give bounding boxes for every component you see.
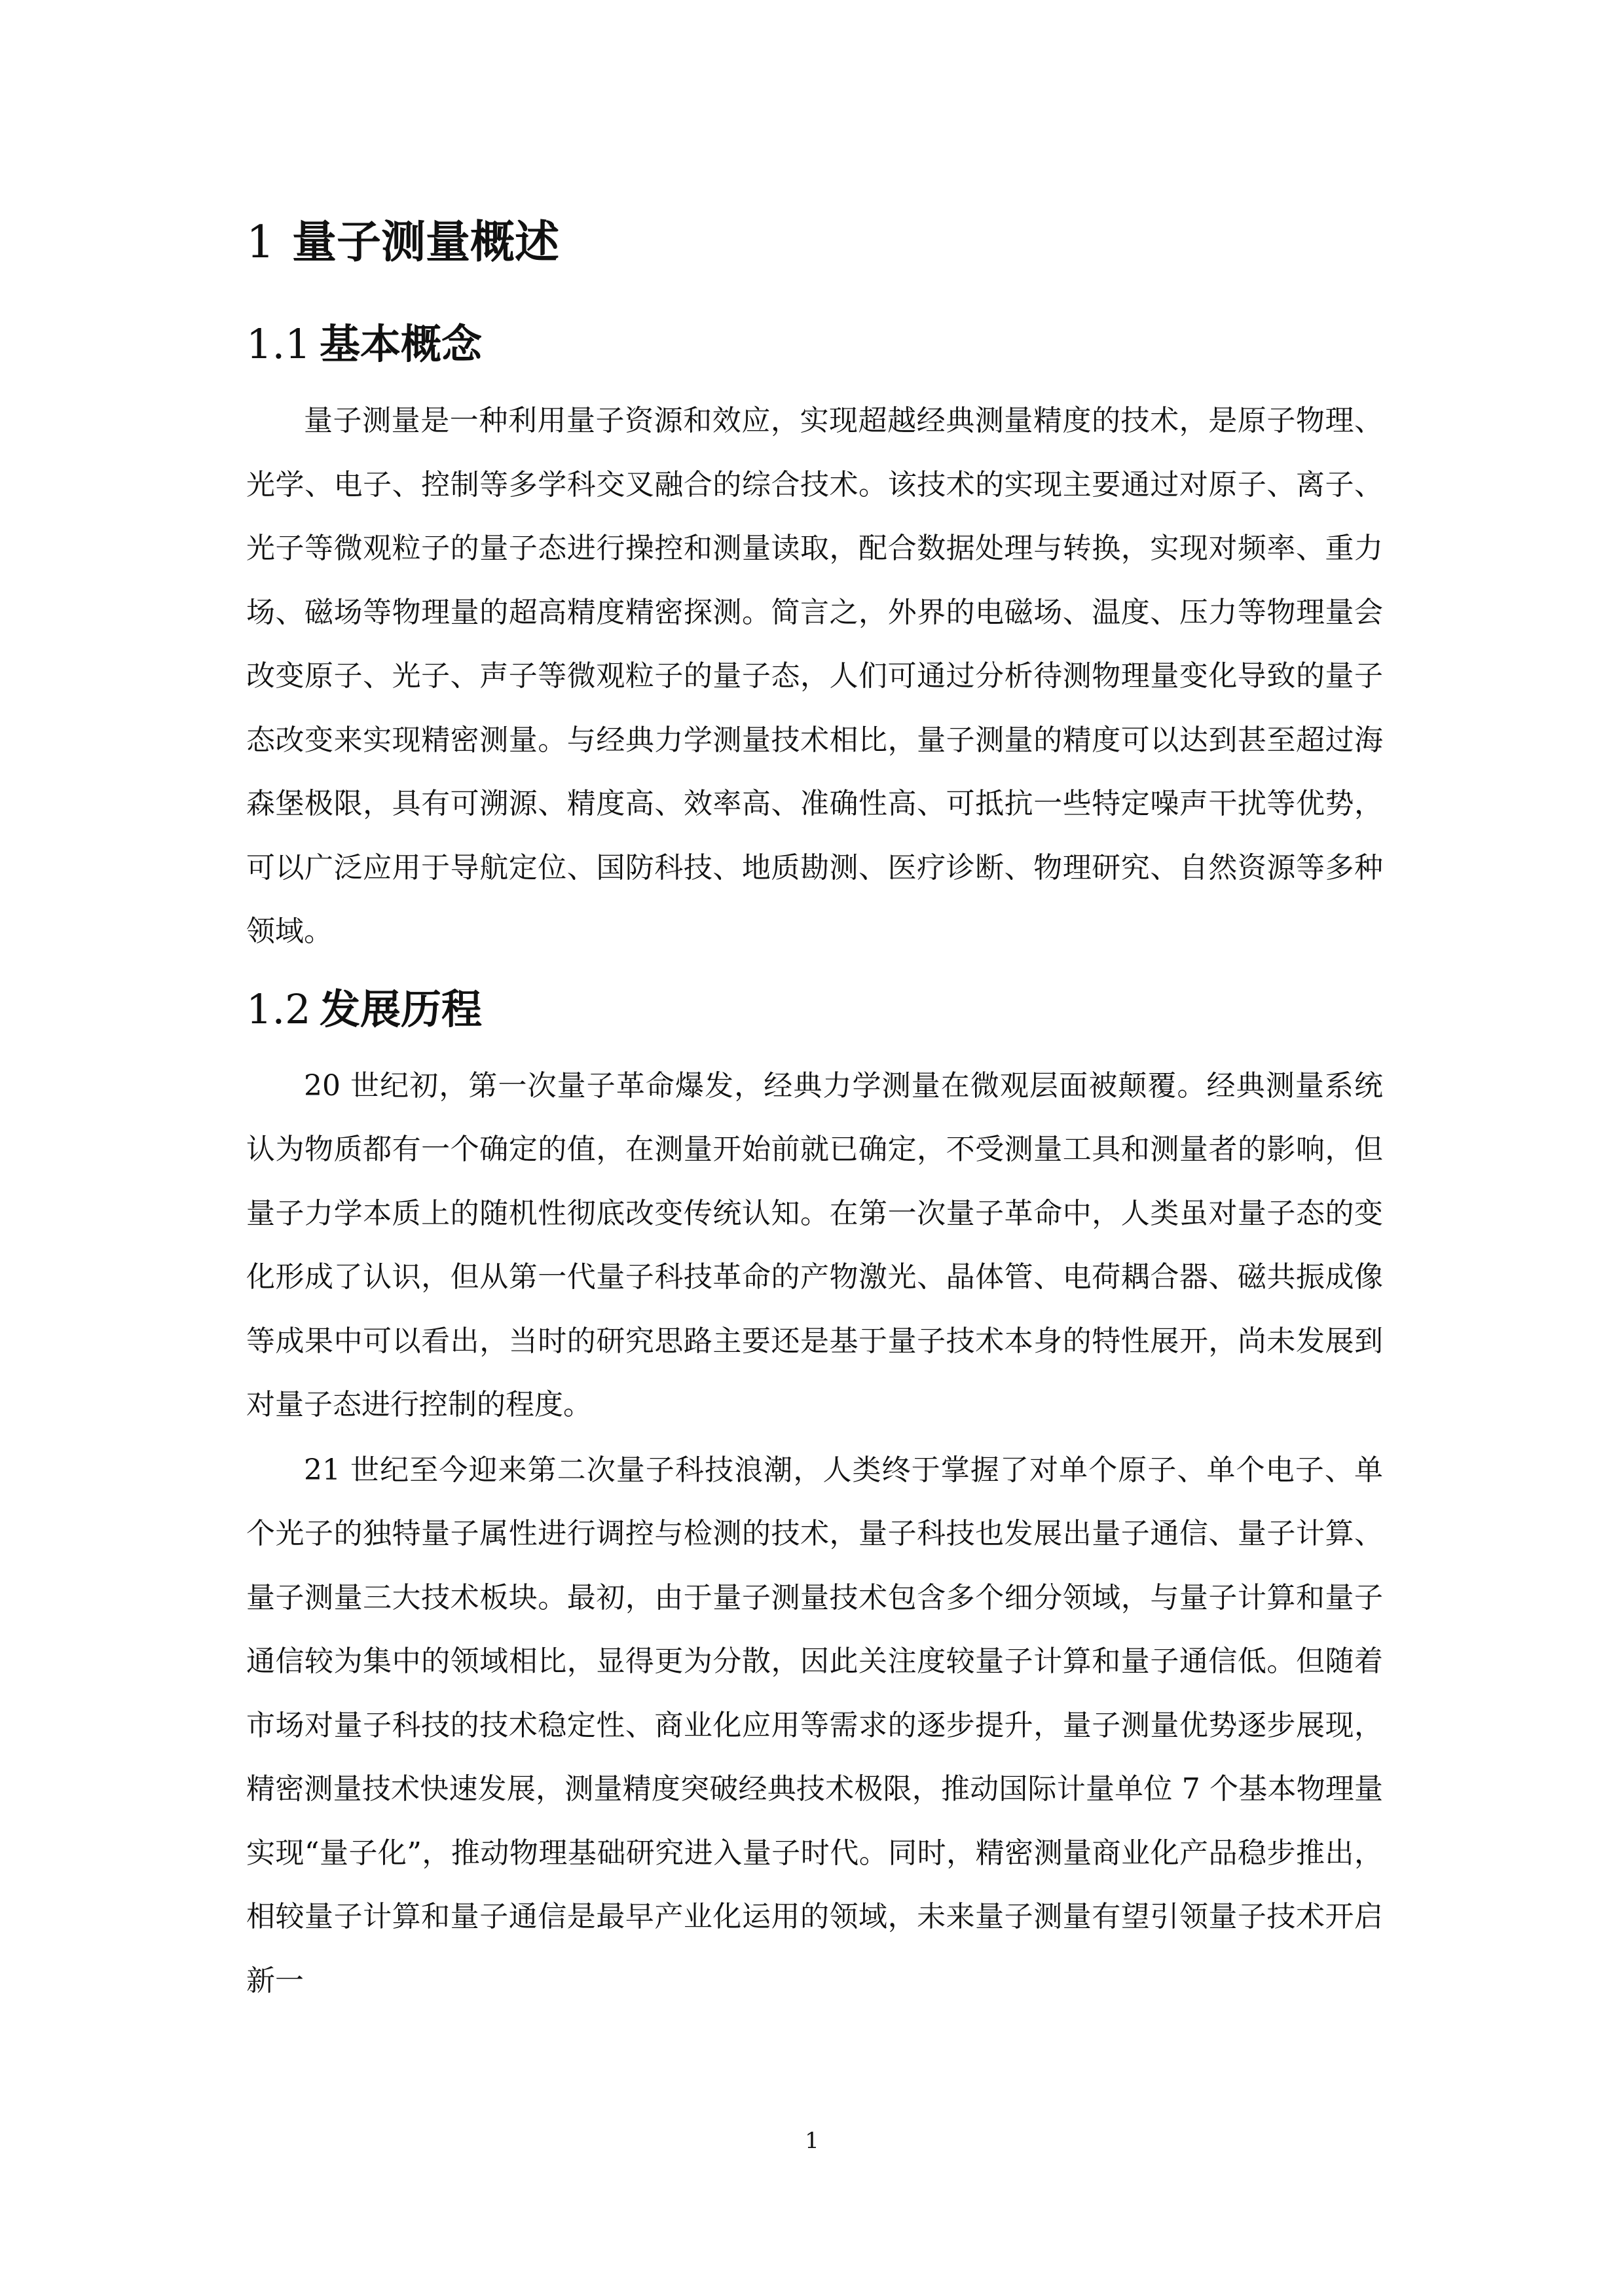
history-paragraph-second-wave: 21 世纪至今迎来第二次量子科技浪潮，人类终于掌握了对单个原子、单个电子、单个光子的独特量子属性进行调控与检测的技术，量子科技也发展出量子通信、量子计算、量子测量三大技术板块。最初，由于量子测量技术包含多个细分领域，与量子计算和量子通信较为集中的领域相比，显得更为分散，因此关注度较量子计算和量子通信低。但随着市场对量子科技的技术稳定性、商业化应用等需求的逐步提升，量子测量优势逐步展现，精密测量技术快速发展，测量精度突破经典技术极限，推动国际计量单位 7 个基本物理量实现“量子化”，推动物理基础研究进入量子时代。同时，精密测量商业化产品稳步推出，相较量子计算和量子通信是最早产业化运用的领域，未来量子测量有望引领量子技术开启新一 bbox=[246, 1453, 1383, 1997]
page-number: 1 bbox=[805, 2128, 819, 2154]
section-title: 基本概念 bbox=[320, 320, 483, 368]
chapter-title: 量子测量概述 bbox=[292, 216, 560, 268]
chapter-heading bbox=[246, 203, 1383, 282]
basic-concepts-paragraph: 量子测量是一种利用量子资源和效应，实现超越经典测量精度的技术，是原子物理、光学、电子、控制等多学科交叉融合的综合技术。该技术的实现主要通过对原子、离子、光子等微观粒子的量子态进行操控和测量读取，配合数据处理与转换，实现对频率、重力场、磁场等物理量的超高精度精密探测。简言之，外界的电磁场、温度、压力等物理量会改变原子、光子、声子等微观粒子的量子态，人们可通过分析待测物理量变化导致的量子态改变来实现精密测量。与经典力学测量技术相比，量子测量的精度可以达到甚至超过海森堡极限，具有可溯源、精度高、效率高、准确性高、可抵抗一些特定噪声干扰等优势，可以广泛应用于导航定位、国防科技、地质勘测、医疗诊断、物理研究、自然资源等多种领域。 bbox=[246, 404, 1383, 948]
page-content bbox=[246, 203, 1383, 2013]
history-paragraph-first-revolution: 20 世纪初，第一次量子革命爆发，经典力学测量在微观层面被颠覆。经典测量系统认为物质都有一个确定的值，在测量开始前就已确定，不受测量工具和测量者的影响，但量子力学本质上的随机性彻底改变传统认知。在第一次量子革命中，人类虽对量子态的变化形成了认识，但从第一代量子科技革命的产物激光、晶体管、电荷耦合器、磁共振成像等成果中可以看出，当时的研究思路主要还是基于量子技术本身的特性展开，尚未发展到对量子态进行控制的程度。 bbox=[246, 1068, 1383, 1421]
section-number: 1.2 bbox=[246, 985, 311, 1033]
section-heading-development-history bbox=[246, 970, 1383, 1049]
section-title: 发展历程 bbox=[320, 985, 483, 1033]
section-number: 1.1 bbox=[246, 320, 311, 368]
section-heading-basic-concepts bbox=[246, 305, 1383, 384]
chapter-number: 1 bbox=[246, 217, 275, 268]
